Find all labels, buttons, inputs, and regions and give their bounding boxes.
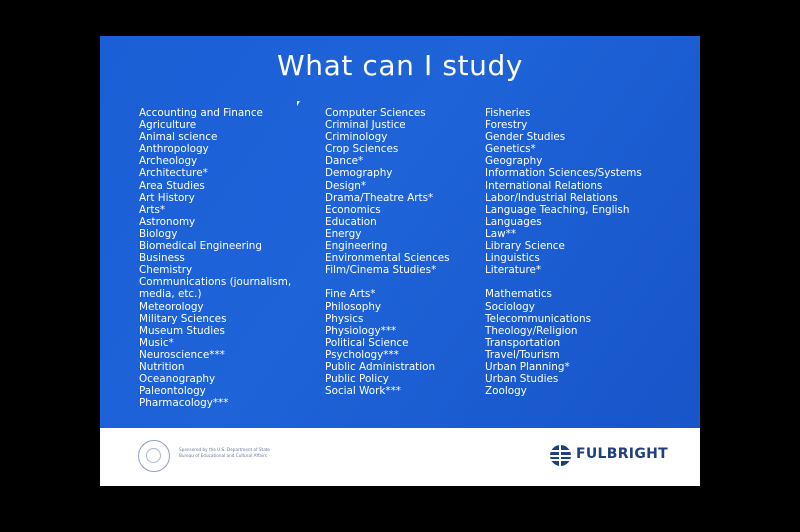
subject-item: Area Studies <box>139 179 205 192</box>
subject-item: Museum Studies <box>139 324 225 337</box>
sponsor-text <box>179 447 270 458</box>
slide-footer <box>100 428 700 486</box>
mouse-pointer-icon <box>297 101 300 106</box>
subject-item: Physiology*** <box>325 324 397 337</box>
fulbright-globe-icon <box>550 445 571 466</box>
subject-item: Social Work*** <box>325 385 402 398</box>
subject-item: Criminal Justice <box>325 119 406 132</box>
subject-item: Paleontology <box>139 385 206 398</box>
subject-item: Literature* <box>485 264 542 277</box>
subject-item: Language Teaching, English <box>485 203 630 216</box>
subject-item: Education <box>325 215 377 228</box>
subject-item: Art History <box>139 191 195 204</box>
subject-item: Archeology <box>139 155 198 168</box>
subject-item: Philosophy <box>325 300 382 313</box>
subject-item: Chemistry <box>139 264 193 277</box>
subject-item: Mathematics <box>485 288 552 301</box>
subject-item: Computer Sciences <box>325 107 426 119</box>
subject-item: Neuroscience*** <box>139 348 225 361</box>
subject-item: Law** <box>485 227 517 240</box>
subject-item: Accounting and Finance <box>139 107 263 119</box>
presentation-slide <box>100 36 700 486</box>
subject-item: Dance* <box>325 155 364 168</box>
subject-item: Oceanography <box>139 373 216 386</box>
subject-item: Zoology <box>485 385 527 398</box>
subject-item: Biomedical Engineering <box>139 240 262 253</box>
subject-item: Nutrition <box>139 360 185 373</box>
subject-item: Energy <box>325 227 362 240</box>
subject-item: Fisheries <box>485 107 531 119</box>
subject-item: Communications (journalism, <box>139 276 292 289</box>
subject-item: Anthropology <box>139 143 209 156</box>
subject-item: Demography <box>325 167 393 180</box>
subject-item: media, etc.) <box>139 288 202 301</box>
fulbright-brand: FULBRIGHT <box>576 446 668 462</box>
subject-item: Information Sciences/Systems <box>485 167 642 180</box>
subject-item: Design* <box>325 179 367 192</box>
subject-item: Gender Studies <box>485 131 566 144</box>
subject-item: Genetics* <box>485 143 536 156</box>
subject-item: Film/Cinema Studies* <box>325 264 437 277</box>
subject-item: Linguistics <box>485 252 540 265</box>
subject-item: Sociology <box>485 300 535 313</box>
sponsor-line-1: Sponsored by the U.S. Department of State <box>179 447 270 452</box>
subject-item: International Relations <box>485 179 603 192</box>
subject-item: Economics <box>325 203 381 216</box>
subject-item: Telecommunications <box>485 312 592 325</box>
subject-column-1 <box>139 107 291 409</box>
subject-column-2 <box>325 107 450 397</box>
subject-item: Forestry <box>485 119 528 132</box>
subject-item: Political Science <box>325 336 409 349</box>
subject-item: Library Science <box>485 240 565 253</box>
subject-item: Engineering <box>325 240 388 253</box>
subject-item: Animal science <box>139 131 218 144</box>
subject-item: Public Policy <box>325 373 389 386</box>
subject-item: Drama/Theatre Arts* <box>325 191 434 204</box>
subject-item: Physics <box>325 312 364 325</box>
subject-item: Urban Studies <box>485 373 559 386</box>
subject-item: Labor/Industrial Relations <box>485 191 618 204</box>
subject-item: Meteorology <box>139 300 204 313</box>
subject-item: Psychology*** <box>325 348 399 361</box>
subject-item: Business <box>139 252 185 265</box>
subject-item: Public Administration <box>325 360 436 373</box>
subject-item: Travel/Tourism <box>485 348 560 361</box>
subject-item: Criminology <box>325 131 388 144</box>
subject-item: Military Sciences <box>139 312 227 325</box>
state-department-seal-icon <box>138 440 170 472</box>
subject-item: Agriculture <box>139 119 197 132</box>
subject-item: Environmental Sciences <box>325 252 450 265</box>
subject-item: Architecture* <box>139 167 208 180</box>
subject-item: Music* <box>139 336 174 349</box>
subject-item: Theology/Religion <box>485 324 578 337</box>
subject-column-3 <box>485 107 642 397</box>
subject-item: Languages <box>485 215 542 228</box>
subject-item: Pharmacology*** <box>139 397 229 410</box>
subject-item: Geography <box>485 155 543 168</box>
slide-content-area <box>100 36 700 428</box>
subject-item: Biology <box>139 227 178 240</box>
sponsor-line-2: Bureau of Educational and Cultural Affairs <box>179 452 267 458</box>
slide-title: What can I study <box>276 49 524 82</box>
column-spacer <box>485 276 642 288</box>
subject-item: Astronomy <box>139 215 196 228</box>
subject-item: Arts* <box>139 203 166 216</box>
subject-item: Urban Planning* <box>485 360 570 373</box>
subject-item: Crop Sciences <box>325 143 399 156</box>
column-spacer <box>325 276 450 288</box>
subject-item: Transportation <box>485 336 561 349</box>
subject-item: Fine Arts* <box>325 288 376 301</box>
